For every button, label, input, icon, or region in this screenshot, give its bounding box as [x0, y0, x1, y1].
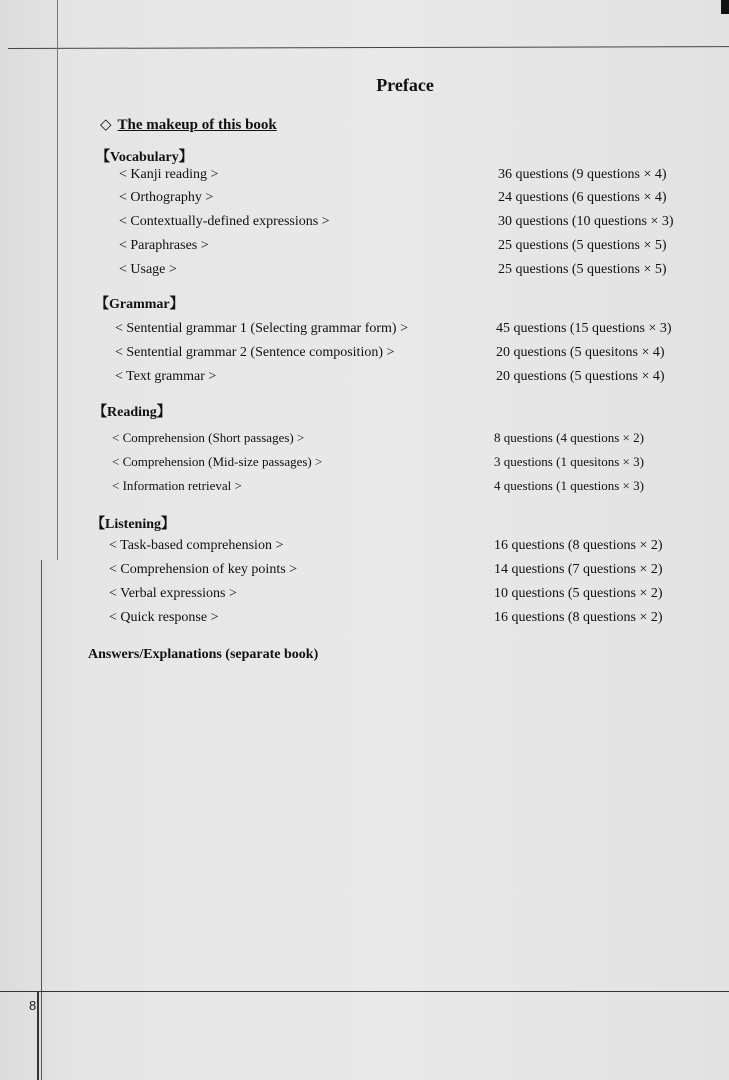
item-label: < Comprehension of key points > — [109, 562, 298, 577]
makeup-heading-text: The makeup of this book — [117, 117, 277, 133]
item-label: < Task-based comprehension > — [109, 538, 284, 553]
section-header-reading: 【Reading】 — [93, 405, 171, 420]
item-label: < Sentential grammar 1 (Selecting grammar form) > — [115, 321, 408, 336]
item-label: < Information retrieval > — [112, 478, 242, 493]
item-count: 25 questions (5 questions × 5) — [498, 238, 667, 253]
item-label: < Orthography > — [119, 190, 214, 205]
footer-margin-line — [37, 991, 39, 1080]
section-header-grammar: 【Grammar】 — [95, 297, 184, 312]
item-label: < Contextually-defined expressions > — [119, 214, 330, 229]
item-count: 45 questions (15 questions × 3) — [496, 321, 672, 336]
section-header-listening: 【Listening】 — [91, 517, 176, 532]
item-count: 24 questions (6 questions × 4) — [498, 190, 667, 205]
header-rule — [8, 46, 729, 49]
item-count: 25 questions (5 questions × 5) — [498, 262, 667, 277]
item-count: 16 questions (8 questions × 2) — [494, 538, 663, 553]
section-header-vocabulary: 【Vocabulary】 — [96, 150, 193, 165]
page-number: 8 — [29, 998, 37, 1013]
item-count: 10 questions (5 questions × 2) — [494, 586, 663, 601]
item-label: < Quick response > — [109, 610, 219, 625]
answers-note: Answers/Explanations (separate book) — [88, 647, 319, 662]
item-count: 36 questions (9 questions × 4) — [498, 167, 667, 182]
item-count: 3 questions (1 quesitons × 3) — [494, 454, 644, 469]
footer-rule — [0, 991, 729, 992]
item-label: < Kanji reading > — [119, 167, 219, 182]
item-count: 30 questions (10 questions × 3) — [498, 214, 674, 229]
page-title: Preface — [376, 75, 434, 95]
item-count: 8 questions (4 questions × 2) — [494, 430, 644, 445]
margin-line-lower — [41, 560, 42, 1080]
item-count: 4 questions (1 questions × 3) — [494, 478, 644, 493]
item-label: < Verbal expressions > — [109, 586, 237, 601]
item-label: < Text grammar > — [115, 369, 217, 384]
item-count: 14 questions (7 questions × 2) — [494, 562, 663, 577]
item-count: 20 questions (5 quesitons × 4) — [496, 345, 665, 360]
item-label: < Comprehension (Short passages) > — [112, 430, 305, 445]
corner-mark — [721, 0, 729, 14]
diamond-icon: ◇ — [100, 117, 112, 133]
item-count: 16 questions (8 questions × 2) — [494, 610, 663, 625]
item-count: 20 questions (5 questions × 4) — [496, 369, 665, 384]
item-label: < Paraphrases > — [119, 238, 209, 253]
item-label: < Sentential grammar 2 (Sentence composition) > — [115, 345, 395, 360]
makeup-heading — [100, 115, 277, 134]
item-label: < Comprehension (Mid-size passages) > — [112, 454, 323, 469]
item-label: < Usage > — [119, 262, 177, 277]
